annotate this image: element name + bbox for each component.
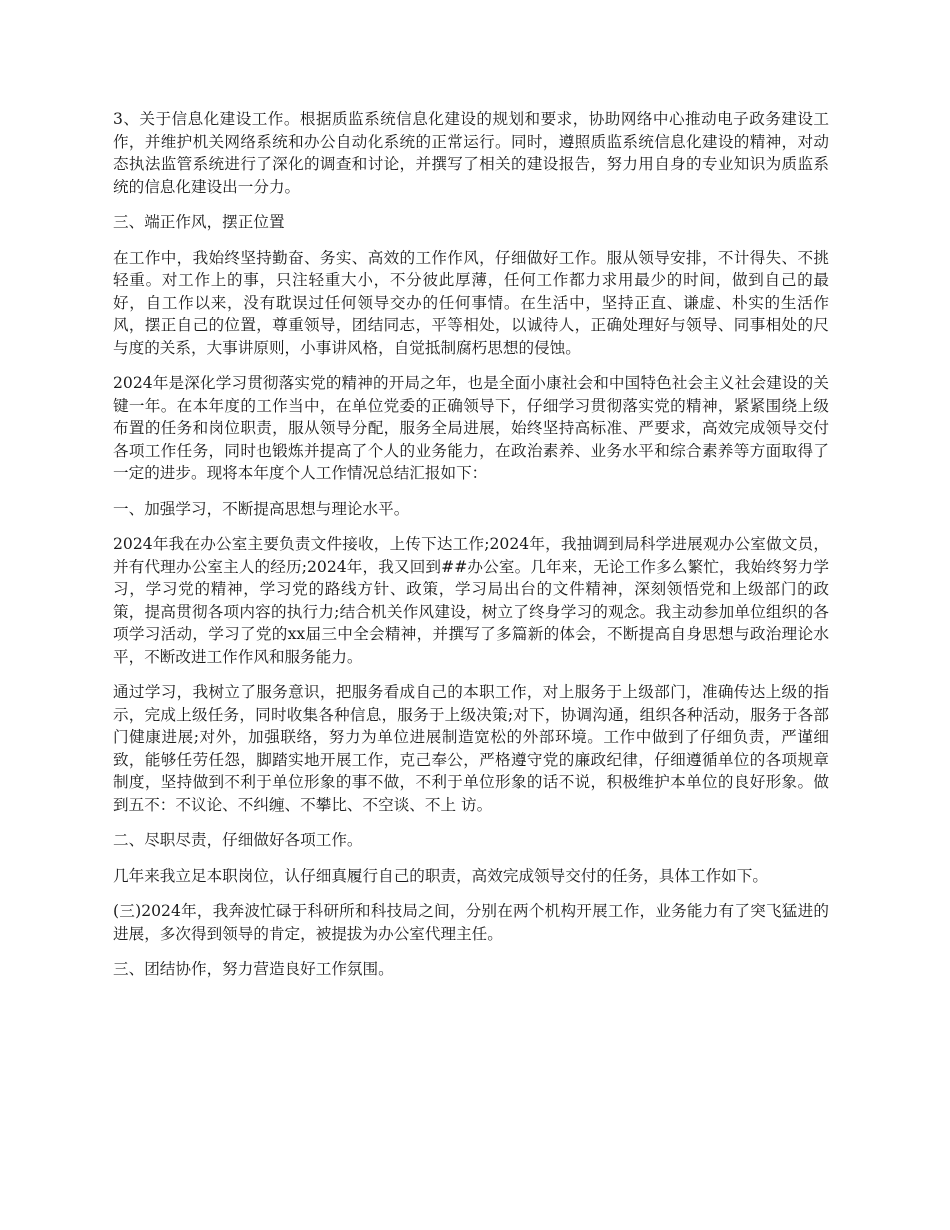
paragraph-promotion: (三)2024年，我奔波忙碌于科研所和科技局之间，分别在两个机构开展工作，业务能力有了突飞猛进的进展，多次得到领导的肯定，被提拔为办公室代理主任。 [113,902,829,943]
paragraph-duties: 几年来我立足本职岗位，认仔细真履行自己的职责，高效完成领导交付的任务，具体工作如下。 [113,866,768,885]
paragraph-work-style: 在工作中，我始终坚持勤奋、务实、高效的工作作风，仔细做好工作。服从领导安排，不计得失、不挑轻重。对工作上的事，只注轻重大小，不分彼此厚薄，任何工作都力求用最少的时间，做到自己的最好，自工作以来，没有耽误过任何领导交办的任何事情。在生活中，坚持正直、谦虚、朴实的生活作风，摆正自己的位置，尊重领导，团结同志，平等相处，以诚待人，正确处理好与领导、同事相处的尺与度的关系，大事讲原则，小事讲风格，自觉抵制腐朽思想的侵蚀。 [113,248,829,357]
heading-duties: 二、尽职尽责，仔细做好各项工作。 [113,831,363,849]
heading-teamwork: 三、团结协作，努力营造良好工作氛围。 [113,960,394,978]
heading-study: 一、加强学习，不断提高思想与理论水平。 [113,499,410,518]
paragraph-study: 2024年我在办公室主要负责文件接收，上传下达工作;2024年，我抽调到局科学进展观办公室做文员，并有代理办公室主人的经历;2024年，我又回到##办公室。几年来，无论工作多么繁忙，我始终努力学习，学习党的精神，学习党的路线方针、政策，学习局出台的文件精神，深刻领悟党和上级部门的政策，提高贯彻各项内容的执行力;结合机关作风建设，树立了终身学习的观念。我主动参加单位组织的各项学习活动，学习了党的xx届三中全会精神，并撰写了多篇新的体会，不断提高自身思想与政治理论水平，不断改进工作作风和服务能力。 [113,535,829,666]
paragraph-info-construction: 3、关于信息化建设工作。根据质监系统信息化建设的规划和要求，协助网络中心推动电子政务建设工作，并维护机关网络系统和办公自动化系统的正常运行。同时，遵照质监系统信息化建设的精神，对动态执法监管系统进行了深化的调查和讨论，并撰写了相关的建设报告，努力用自身的专业知识为质监系统的信息化建设出一分力。 [113,110,829,196]
paragraph-service: 通过学习，我树立了服务意识，把服务看成自己的本职工作，对上服务于上级部门，准确传达上级的指示，完成上级任务，同时收集各种信息，服务于上级决策;对下，协调沟通，组织各种活动，服务于各部门健康进展;对外，加强联络，努力为单位进展制造宽松的外部环境。工作中做到了仔细负责，严谨细致，能够任劳任怨，脚踏实地开展工作，克己奉公，严格遵守党的廉政纪律，仔细遵循单位的各项规章制度，坚持做到不利于单位形象的事不做，不利于单位形象的话不说，积极维护本单位的良好形象。做到五不：不议论、不纠缠、不攀比、不空谈、不上 访。 [113,683,829,814]
document-page [113,108,829,994]
paragraph-year-intro: 2024年是深化学习贯彻落实党的精神的开局之年，也是全面小康社会和中国特色社会主义社会建设的关键一年。在本年度的工作当中，在单位党委的正确领导下，仔细学习贯彻落实党的精神，紧紧围绕上级布置的任务和岗位职责，服从领导分配，服务全局进展，始终坚持高标准、严要求，高效完成领导交付各项工作任务，同时也锻炼并提高了个人的业务能力，在政治素养、业务水平和综合素养等方面取得了一定的进步。现将本年度个人工作情况总结汇报如下： [113,374,829,482]
heading-work-style: 三、端正作风，摆正位置 [113,213,285,231]
